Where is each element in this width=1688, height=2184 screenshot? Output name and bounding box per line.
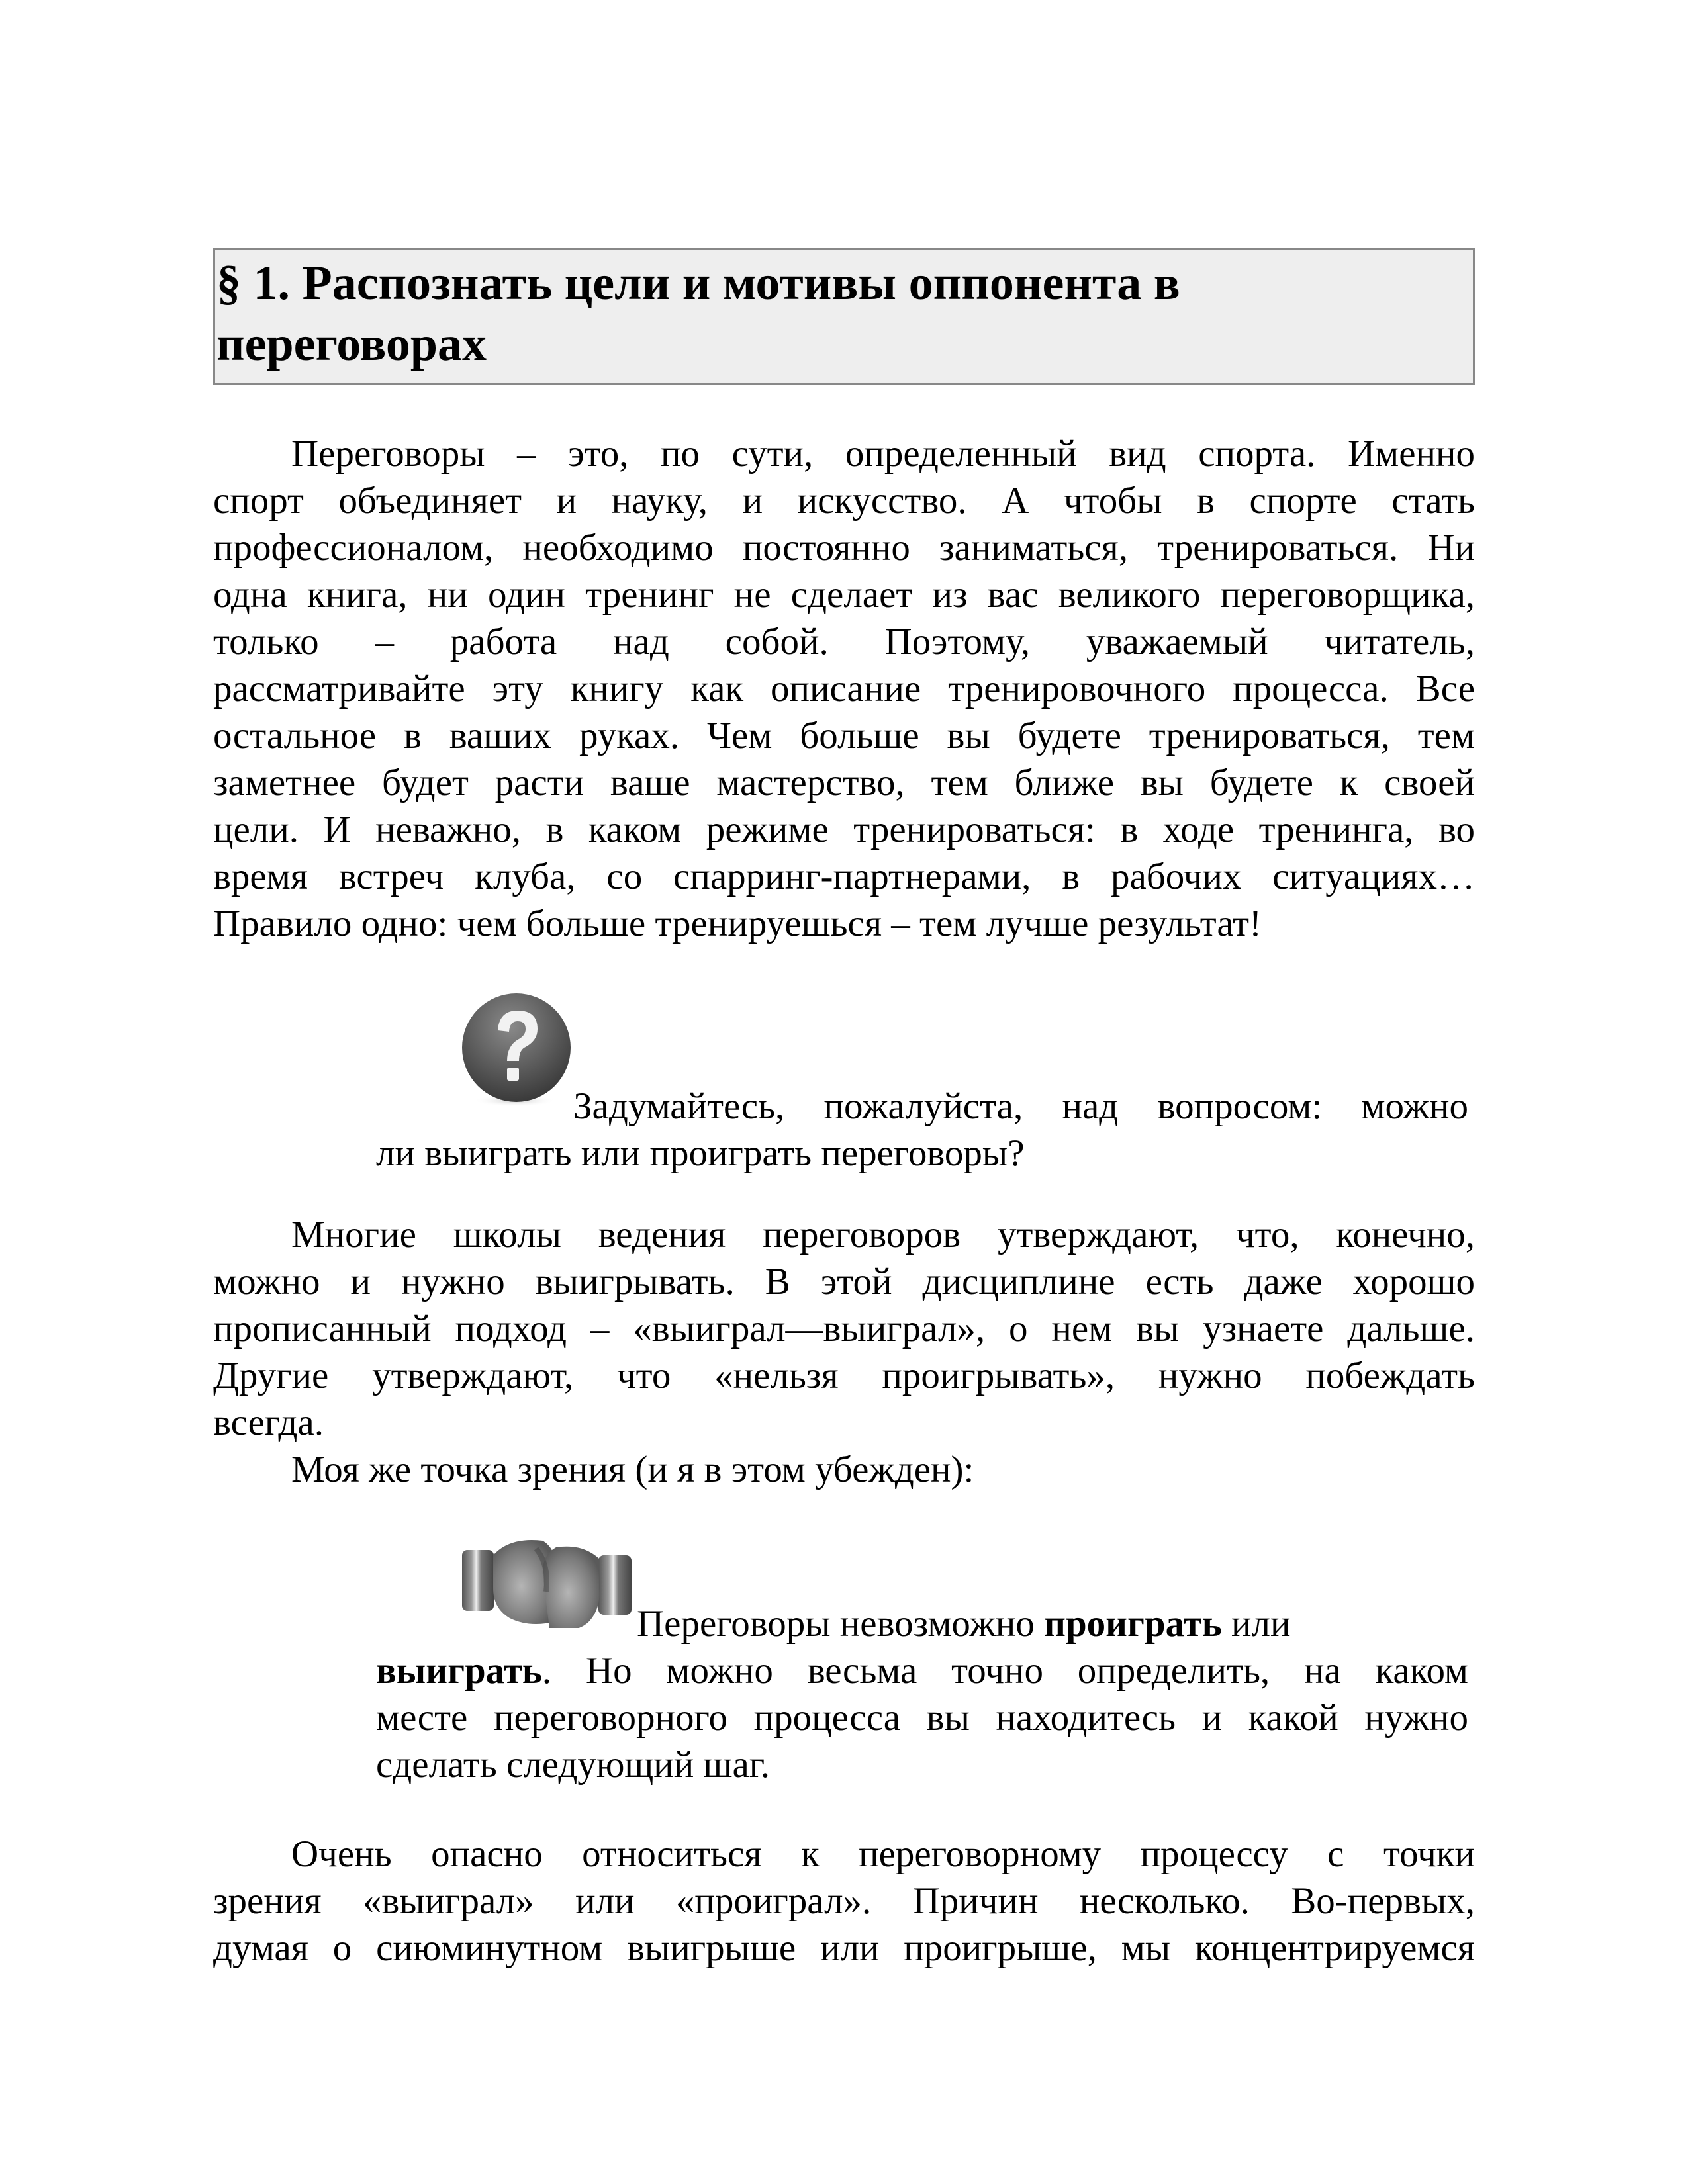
paragraph-2-line: Многие школы ведения переговоров утверждают, что, конечно, xyxy=(291,1214,1475,1255)
paragraph-4-line: думая о сиюминутном выигрыше или проигрыше, мы концентрируемся xyxy=(213,1927,1475,1969)
section-heading-line-1: § 1. Распознать цели и мотивы оппонента в xyxy=(216,256,1180,310)
paragraph-2-line: можно и нужно выигрывать. В этой дисциплине есть даже хорошо xyxy=(213,1261,1475,1302)
paragraph-1-line: спорт объединяет и науку, и искусство. А чтобы в спорте стать xyxy=(213,480,1475,522)
paragraph-3-line: Моя же точка зрения (и я в этом убежден): xyxy=(291,1449,974,1490)
key-statement-bold-win: выиграть xyxy=(376,1650,542,1692)
key-statement-line: месте переговорного процесса вы находитесь и какой нужно xyxy=(376,1697,1468,1739)
key-statement-line xyxy=(376,1647,1468,1694)
paragraph-4-line: зрения «выиграл» или «проиграл». Причин несколько. Во-первых, xyxy=(213,1880,1475,1922)
key-statement-line: сделать следующий шаг. xyxy=(376,1744,770,1786)
question-line: Задумайтесь, пожалуйста, над вопросом: можно xyxy=(573,1085,1468,1127)
key-statement-text: . Но можно весьма точно определить, на каком xyxy=(541,1650,1468,1692)
paragraph-1-line: только – работа над собой. Поэтому, уважаемый читатель, xyxy=(213,621,1475,662)
paragraph-2-line: всегда. xyxy=(213,1402,324,1443)
key-statement-line xyxy=(637,1600,1468,1647)
section-heading-line-2: переговорах xyxy=(216,317,487,371)
key-statement-text: или xyxy=(1231,1603,1291,1645)
paragraph-1-line: заметнее будет расти ваше мастерство, тем ближе вы будете к своей xyxy=(213,762,1475,803)
paragraph-1-line: профессионалом, необходимо постоянно заниматься, тренироваться. Ни xyxy=(213,527,1475,569)
question-mark-icon xyxy=(457,989,576,1109)
section-heading xyxy=(213,248,1475,385)
paragraph-1-line: рассматривайте эту книгу как описание тренировочного процесса. Все xyxy=(213,668,1475,709)
paragraph-1-line: одна книга, ни один тренинг не сделает из вас великого переговорщика, xyxy=(213,574,1475,615)
paragraph-1-line: время встреч клуба, со спарринг-партнерами, в рабочих ситуациях… xyxy=(213,856,1475,897)
paragraph-1-line: Правило одно: чем больше тренируешься – тем лучше результат! xyxy=(213,903,1262,944)
paragraph-1-line: остальное в ваших руках. Чем больше вы будете тренироваться, тем xyxy=(213,715,1475,756)
key-statement-bold-lose: проиграть xyxy=(1044,1603,1222,1645)
paragraph-2-line: Другие утверждают, что «нельзя проигрывать», нужно побеждать xyxy=(213,1355,1475,1396)
key-statement-text: Переговоры невозможно xyxy=(637,1603,1035,1645)
question-line: ли выиграть или проиграть переговоры? xyxy=(376,1132,1025,1174)
boxing-gloves-icon xyxy=(457,1529,635,1628)
paragraph-4-line: Очень опасно относиться к переговорному процессу с точки xyxy=(291,1833,1475,1875)
paragraph-2-line: прописанный подход – «выиграл—выиграл», о нем вы узнаете дальше. xyxy=(213,1308,1475,1349)
paragraph-1-line: Переговоры – это, по сути, определенный вид спорта. Именно xyxy=(291,433,1475,475)
paragraph-1-line: цели. И неважно, в каком режиме тренироваться: в ходе тренинга, во xyxy=(213,809,1475,850)
